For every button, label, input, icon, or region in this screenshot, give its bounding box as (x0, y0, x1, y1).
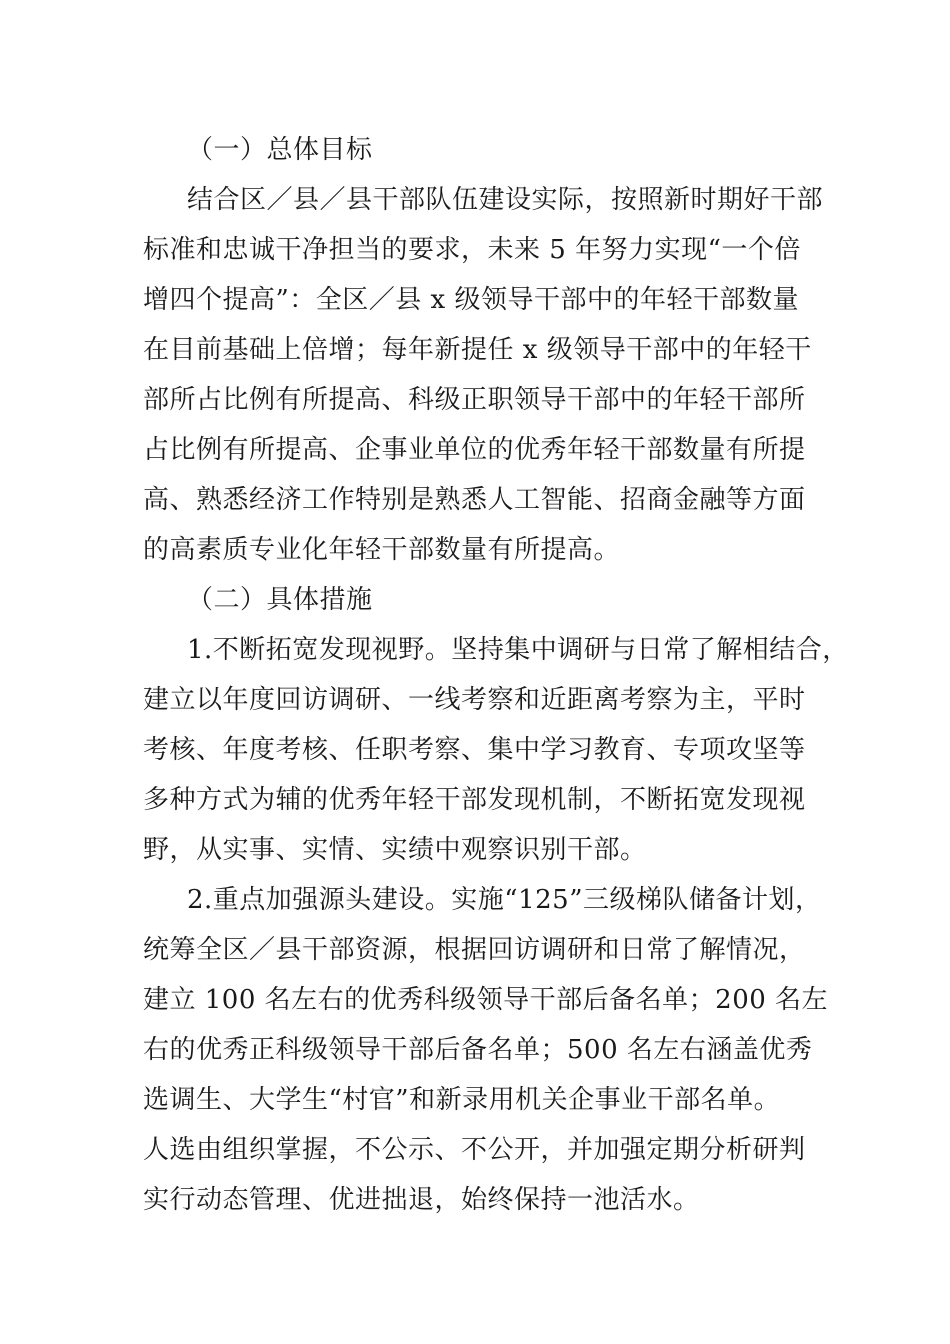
paragraph-line: 占比例有所提高、企事业单位的优秀年轻干部数量有所提 (143, 435, 806, 465)
paragraph-line: 的高素质专业化年轻干部数量有所提高。 (143, 535, 621, 565)
paragraph-line: 右的优秀正科级领导干部后备名单；500 名左右涵盖优秀 (143, 1035, 813, 1065)
paragraph-line: 建立以年度回访调研、一线考察和近距离考察为主，平时 (143, 685, 806, 715)
paragraph-line: 实行动态管理、优进拙退，始终保持一池活水。 (143, 1185, 700, 1215)
paragraph-line: 人选由组织掌握，不公示、不公开，并加强定期分析研判 (143, 1135, 806, 1165)
paragraph-line: 部所占比例有所提高、科级正职领导干部中的年轻干部所 (143, 385, 806, 415)
section-heading-specific-measures: （二）具体措施 (187, 585, 373, 615)
paragraph-line: 标准和忠诚干净担当的要求，未来 5 年努力实现“一个倍 (143, 235, 801, 265)
paragraph-line: 结合区／县／县干部队伍建设实际，按照新时期好干部 (187, 185, 824, 215)
paragraph-line: 考核、年度考核、任职考察、集中学习教育、专项攻坚等 (143, 735, 806, 765)
paragraph-line: 1.不断拓宽发现视野。坚持集中调研与日常了解相结合， (187, 635, 849, 665)
paragraph-line: 增四个提高”：全区／县 x 级领导干部中的年轻干部数量 (143, 285, 799, 315)
paragraph-line: 选调生、大学生“村官”和新录用机关企事业干部名单。 (143, 1085, 781, 1115)
paragraph-line: 2.重点加强源头建设。实施“125”三级梯队储备计划， (187, 885, 822, 915)
paragraph-line: 统筹全区／县干部资源，根据回访调研和日常了解情况， (143, 935, 806, 965)
document-body (143, 125, 849, 1225)
paragraph-line: 高、熟悉经济工作特别是熟悉人工智能、招商金融等方面 (143, 485, 806, 515)
paragraph-line: 在目前基础上倍增；每年新提任 x 级领导干部中的年轻干 (143, 335, 812, 365)
section-heading-overall-goal: （一）总体目标 (187, 135, 373, 165)
paragraph-line: 建立 100 名左右的优秀科级领导干部后备名单；200 名左 (143, 985, 829, 1015)
paragraph-line: 野，从实事、实情、实绩中观察识别干部。 (143, 835, 647, 865)
paragraph-line: 多种方式为辅的优秀年轻干部发现机制，不断拓宽发现视 (143, 785, 806, 815)
